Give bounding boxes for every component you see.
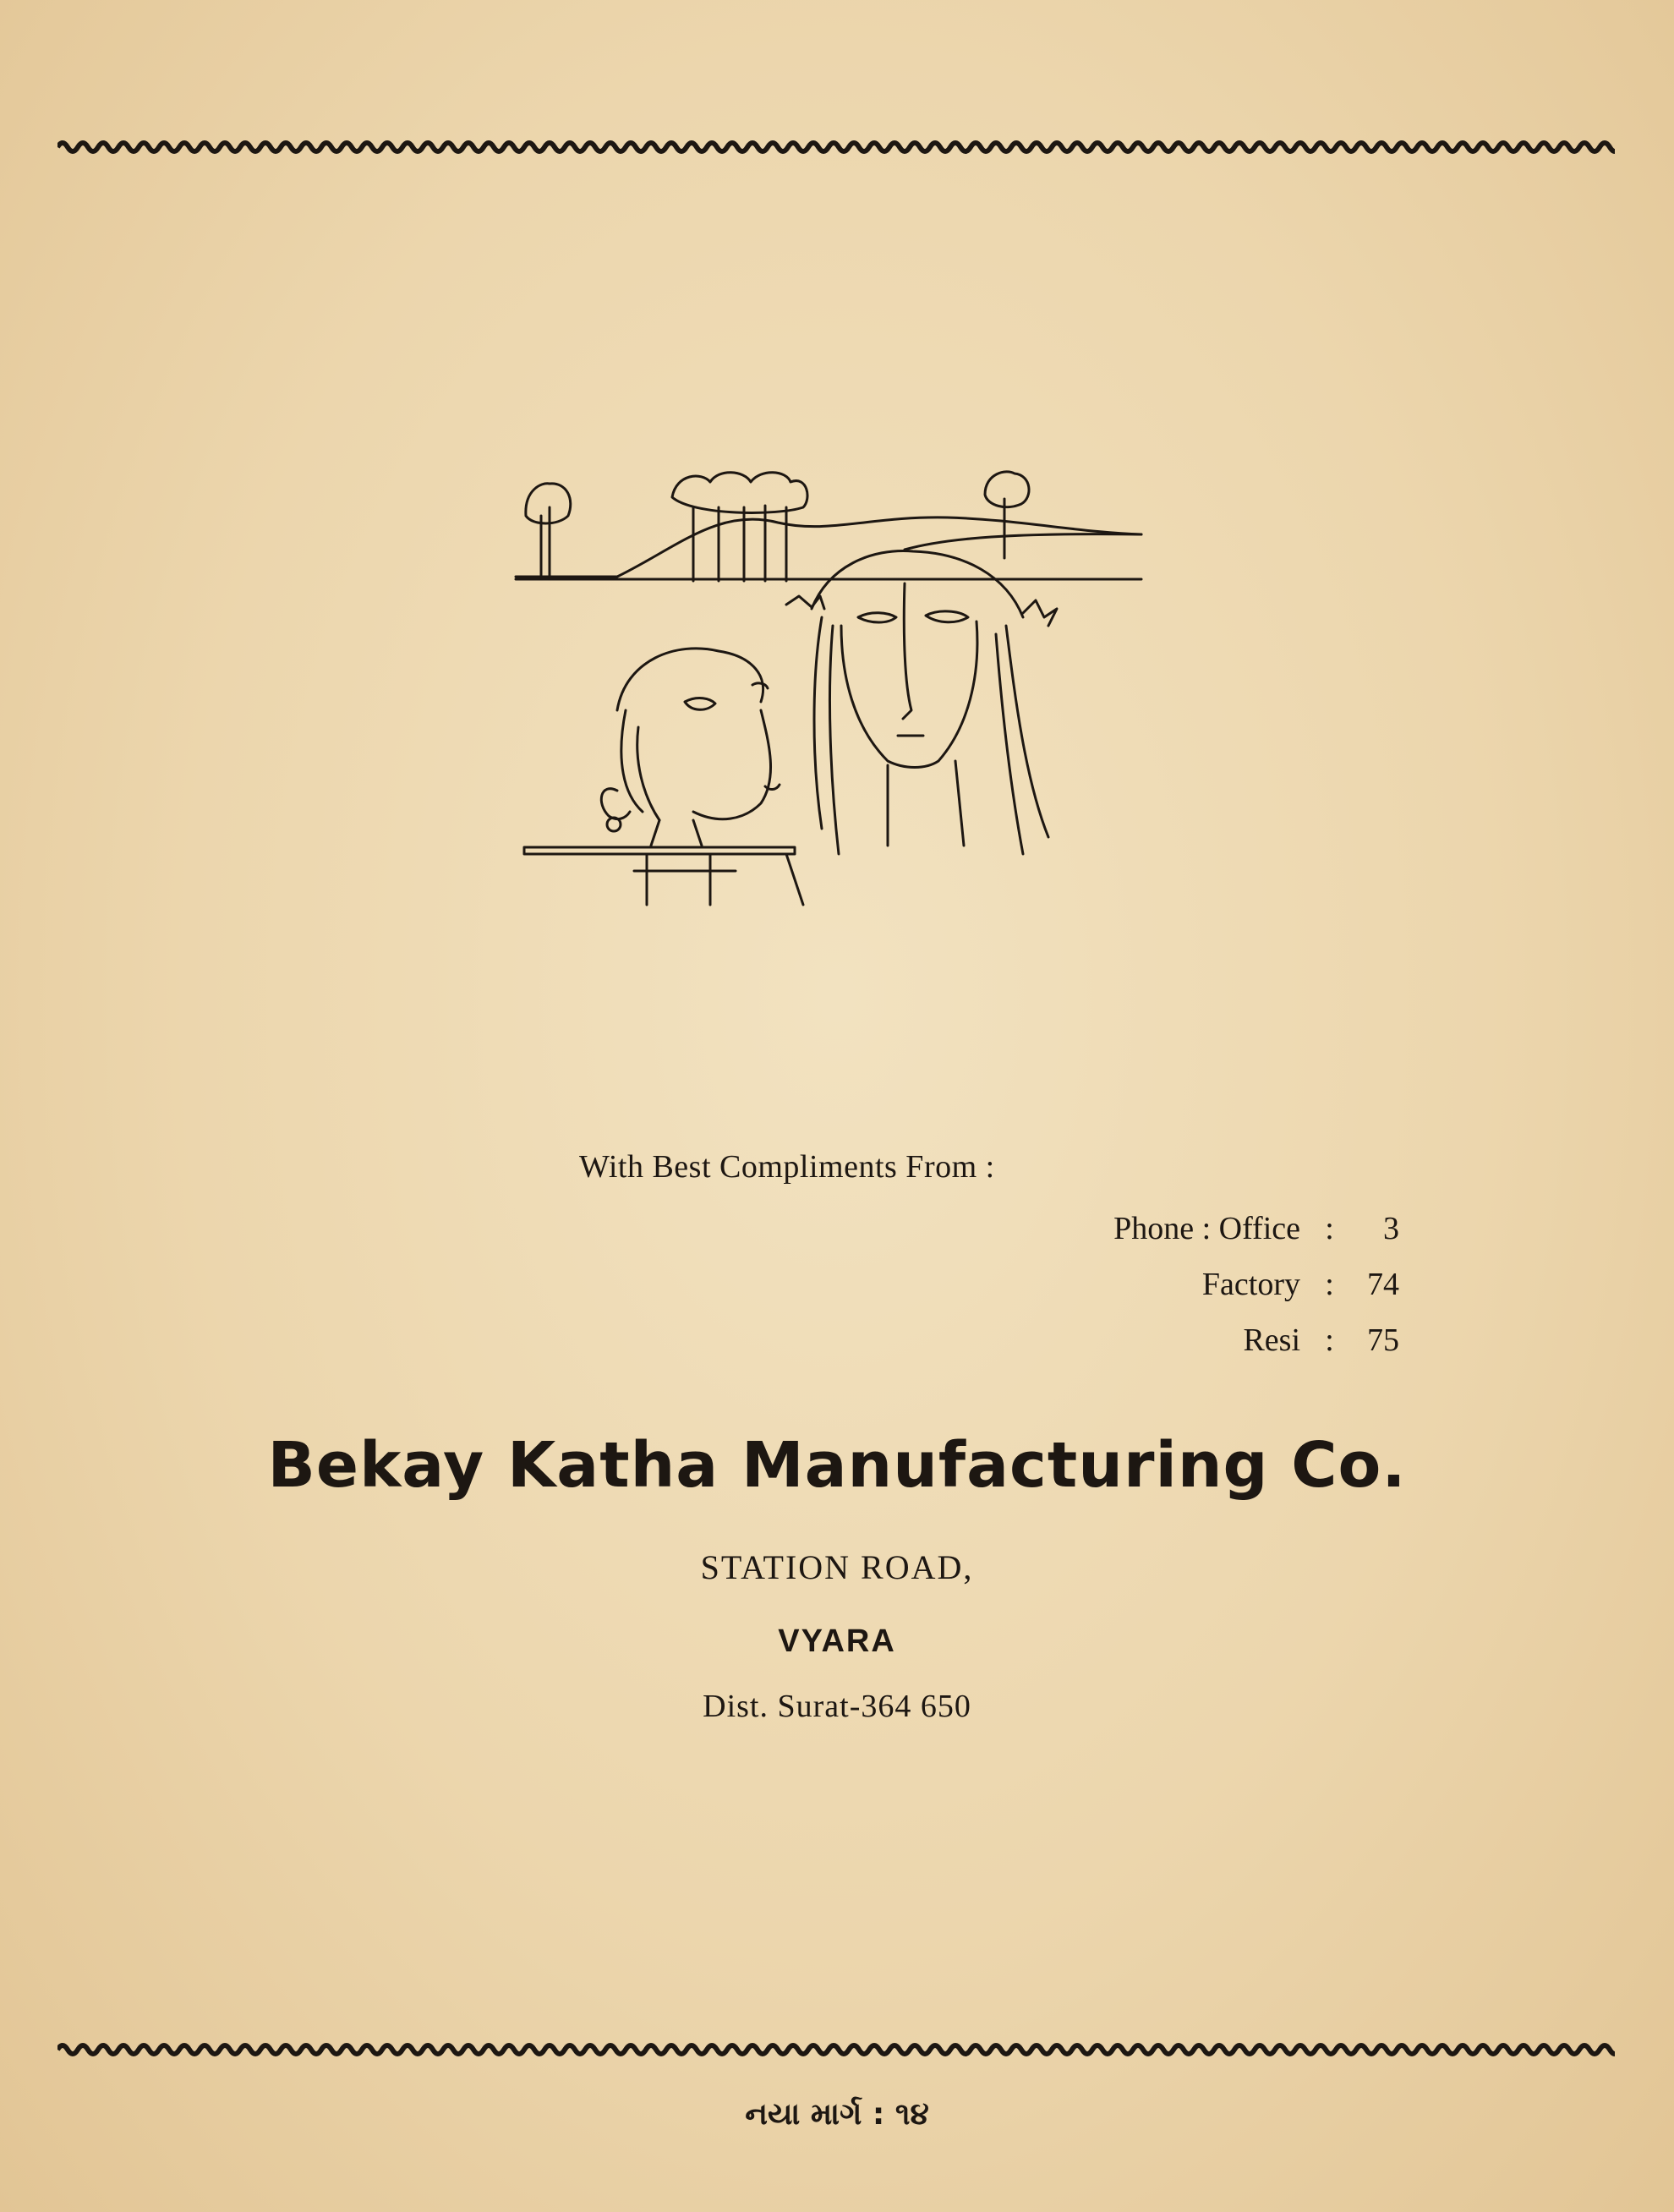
address-street: STATION ROAD, [700, 1548, 974, 1586]
phone-label: Phone : Office [1113, 1211, 1300, 1246]
phone-label: Resi [1243, 1322, 1300, 1358]
line-drawing-illustration [507, 457, 1167, 930]
phone-separator: : [1325, 1211, 1334, 1246]
compliments-line: With Best Compliments From : [579, 1149, 995, 1185]
phone-separator: : [1325, 1267, 1334, 1302]
phone-value: 75 [1367, 1322, 1399, 1358]
page-folio: નયા માર્ગ : ૧૪ [745, 2097, 929, 2132]
address-town: VYARA [778, 1623, 896, 1659]
phone-value: 3 [1383, 1211, 1399, 1246]
top-wavy-rule [57, 135, 1615, 159]
phone-label: Factory [1201, 1267, 1300, 1302]
phone-separator: : [1325, 1322, 1334, 1358]
phone-numbers [1113, 1201, 1399, 1368]
company-name: Bekay Katha Manufacturing Co. [267, 1429, 1407, 1502]
address-district: Dist. Surat-364 650 [703, 1689, 971, 1724]
phone-row-resi [1113, 1312, 1399, 1368]
phone-row-office [1113, 1201, 1399, 1257]
phone-row-factory [1113, 1257, 1399, 1312]
phone-value: 74 [1367, 1267, 1399, 1302]
bottom-wavy-rule [57, 2038, 1615, 2061]
